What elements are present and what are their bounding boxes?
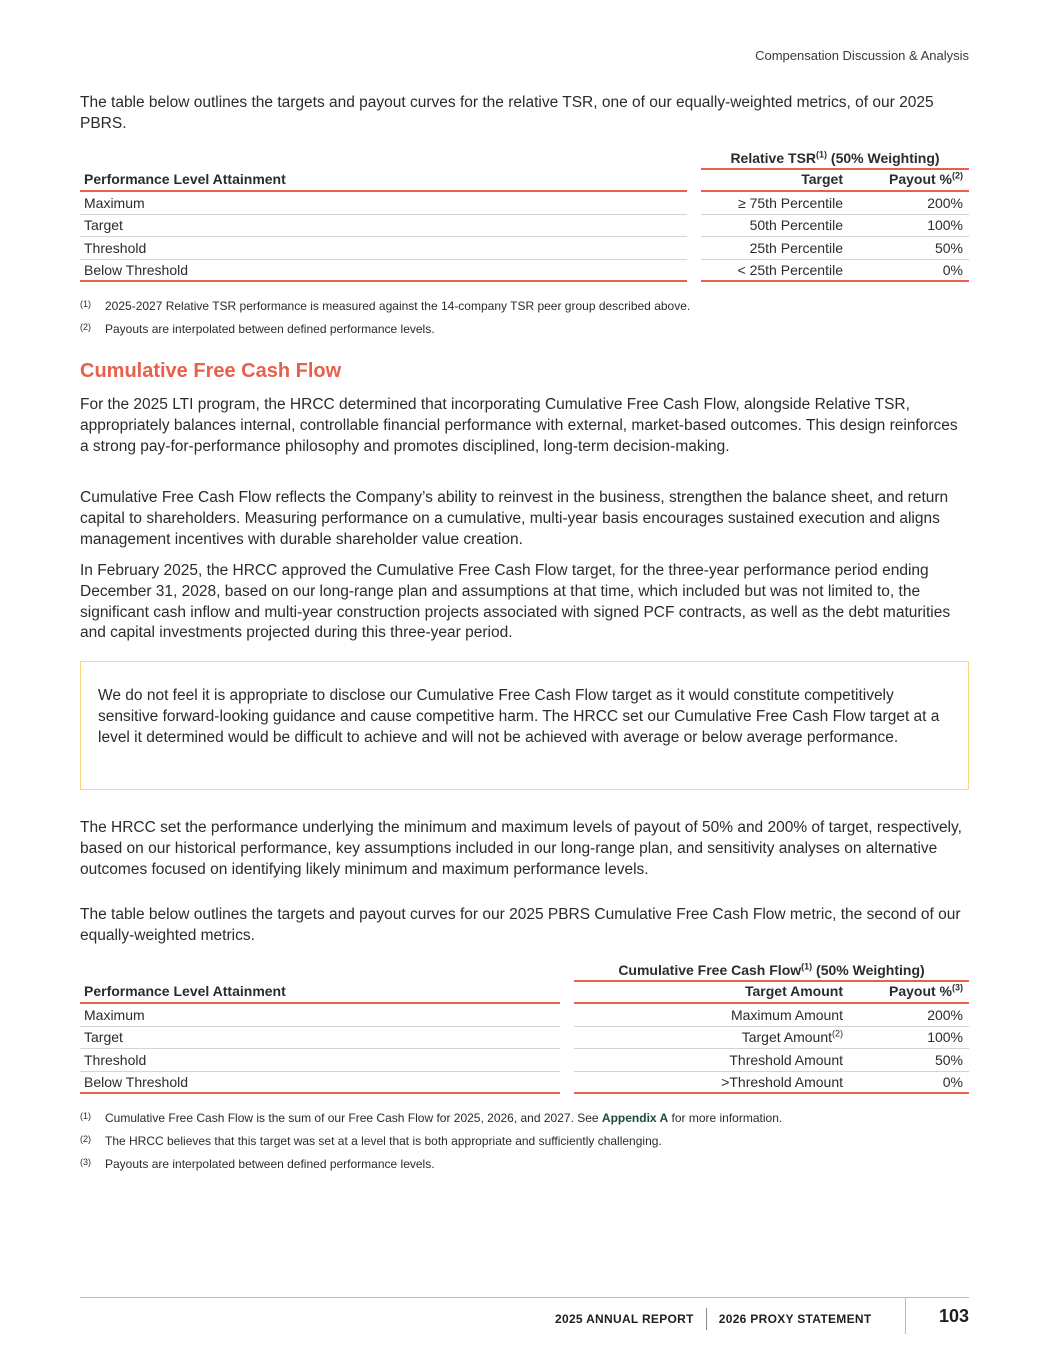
body-paragraph: Cumulative Free Cash Flow reflects the Company’s ability to reinvest in the business, strengthen the balance sheet, and return capital to shareholders. Measuring performance on a cumulative, multi-year basis encourages sustained execution and aligns management incentives with durable shareholder value creation. bbox=[80, 489, 949, 548]
col-header-payout: Payout %$^{(2)}$ bbox=[888, 170, 963, 187]
footnote: (2) Payouts are interpolated between defined performance levels. bbox=[80, 322, 435, 336]
footnote: (2) The HRCC believes that this target was set at a level that is both appropriate and sufficiently challenging. bbox=[80, 1134, 662, 1148]
proxy-statement-label: 2026 PROXY STATEMENT bbox=[718, 1312, 872, 1326]
cumulative-fcf-table bbox=[80, 960, 969, 1096]
intro-paragraph: The table below outlines the targets and payout curves for the relative TSR, one of our equally-weighted metrics, of our 2025 PBRS. bbox=[80, 94, 934, 132]
col-header-target-amount: Target Amount bbox=[745, 983, 843, 999]
footer-publication bbox=[555, 1304, 871, 1334]
page-number: 103 bbox=[938, 1306, 969, 1326]
group-header-cumulative-fcf: Cumulative Free Cash Flow$^{(1)}$ (50% Weighting) bbox=[574, 960, 969, 982]
table-row: ≥ 75th Percentile 200% bbox=[701, 192, 969, 215]
table-row: Threshold Amount 50% bbox=[574, 1049, 969, 1072]
disclosure-callout: We do not feel it is appropriate to disclose our Cumulative Free Cash Flow target as it would constitute competitively sensitive forward-looking guidance and cause competitive harm. The HRCC set our Cumulative Free Cash Flow target at a level it determined would be difficult to achieve and will not be achieved with average or below average performance. bbox=[80, 661, 969, 790]
appendix-a-link[interactable]: Appendix A bbox=[601, 1111, 669, 1125]
col-header-level: Performance Level Attainment bbox=[80, 170, 687, 192]
table-row: Threshold bbox=[80, 237, 687, 260]
table-row: Target Amount$^{(2)}$ 100% bbox=[574, 1027, 969, 1050]
running-header: Compensation Discussion & Analysis bbox=[755, 48, 969, 63]
table-row: Below Threshold bbox=[80, 1072, 560, 1095]
table-row: 50th Percentile 100% bbox=[701, 215, 969, 238]
footnote: (1) 2025-2027 Relative TSR performance is measured against the 14-company TSR peer group described above. bbox=[80, 299, 691, 313]
body-paragraph: The table below outlines the targets and payout curves for our 2025 PBRS Cumulative Free Cash Flow metric, the second of our equally-weighted metrics. bbox=[80, 906, 961, 944]
table-row: Threshold bbox=[80, 1049, 560, 1072]
body-paragraph: The HRCC set the performance underlying the minimum and maximum levels of payout of 50% and 200% of target, respectively, based on our historical performance, key assumptions included in our long-range plan, and sensitivity analyses on alternative outcomes focused on identifying likely minimum and maximum performance levels. bbox=[80, 819, 962, 878]
annual-report-label: 2025 ANNUAL REPORT bbox=[555, 1312, 694, 1326]
table-row: Maximum bbox=[80, 192, 687, 215]
group-header-relative-tsr: Relative TSR$^{(1)}$ (50% Weighting) bbox=[701, 148, 969, 170]
col-header-payout: Payout %$^{(3)}$ bbox=[888, 982, 963, 999]
footer-separator bbox=[706, 1308, 707, 1330]
col-header-level: Performance Level Attainment bbox=[80, 982, 560, 1004]
table-row: Maximum bbox=[80, 1004, 560, 1027]
footer-divider bbox=[80, 1297, 969, 1298]
col-header-target: Target bbox=[801, 171, 843, 187]
table-row: Target bbox=[80, 1027, 560, 1050]
table-row: >Threshold Amount 0% bbox=[574, 1072, 969, 1095]
footnote: (3) Payouts are interpolated between defined performance levels. bbox=[80, 1157, 435, 1171]
footnote: (1) Cumulative Free Cash Flow is the sum of our Free Cash Flow for 2025, 2026, and 2027. See Appendix A for more information. bbox=[80, 1111, 783, 1125]
body-paragraph: For the 2025 LTI program, the HRCC determined that incorporating Cumulative Free Cash Flow, alongside Relative TSR, appropriately balances internal, controllable financial performance with external, market-based outcomes. This design reinforces a strong pay-for-performance philosophy and promotes disciplined, long-term decision-making. bbox=[80, 396, 958, 455]
table-row: Target bbox=[80, 215, 687, 238]
section-title: Cumulative Free Cash Flow bbox=[80, 360, 342, 382]
table-row: Below Threshold bbox=[80, 260, 687, 283]
body-paragraph: In February 2025, the HRCC approved the Cumulative Free Cash Flow target, for the three-year performance period ending December 31, 2028, based on our long-range plan and assumptions at that time, which included but was not limited to, the significant cash inflow and multi-year construction projects associated with signed PCF contracts, as well as the debt maturities and capital investments projected during this three-year period. bbox=[80, 562, 951, 642]
table-row: 25th Percentile 50% bbox=[701, 237, 969, 260]
table-row: < 25th Percentile 0% bbox=[701, 260, 969, 283]
table-row: Maximum Amount 200% bbox=[574, 1004, 969, 1027]
relative-tsr-table bbox=[80, 148, 969, 284]
